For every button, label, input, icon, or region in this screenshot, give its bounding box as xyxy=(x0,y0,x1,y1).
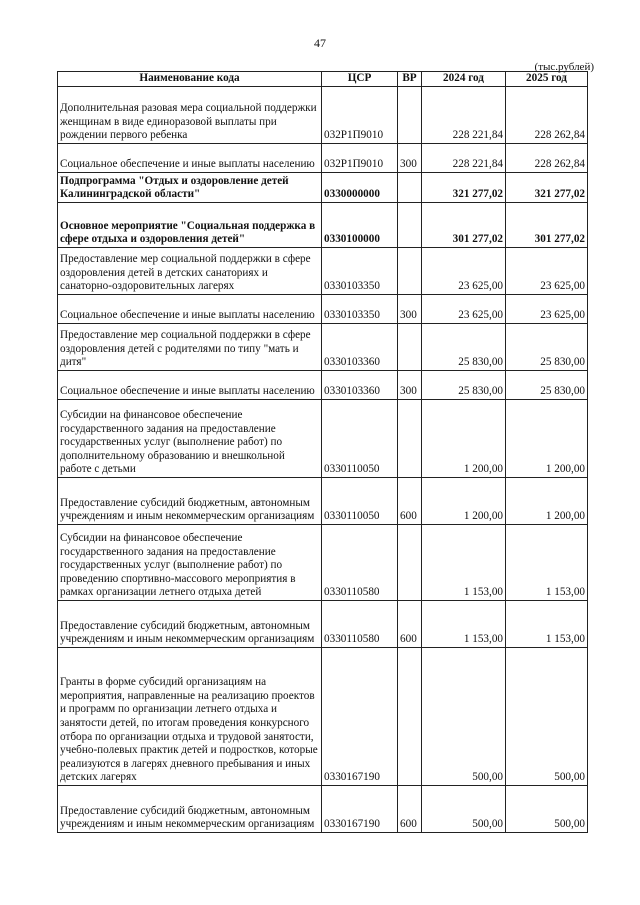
row-2025: 321 277,02 xyxy=(506,173,588,203)
row-csr: 032Р1П9010 xyxy=(322,144,398,173)
row-2024: 25 830,00 xyxy=(422,324,506,371)
row-vr: 600 xyxy=(398,478,422,525)
row-csr: 0330103360 xyxy=(322,324,398,371)
table-row xyxy=(58,786,588,833)
table-row xyxy=(58,601,588,648)
row-2024: 1 153,00 xyxy=(422,525,506,601)
table-row xyxy=(58,324,588,371)
row-csr: 032Р1П9010 xyxy=(322,87,398,144)
row-name: Предоставление мер социальной поддержки в сфере оздоровления детей с родителями по типу "мать и дитя" xyxy=(58,324,322,371)
row-vr: 300 xyxy=(398,371,422,400)
row-2024: 500,00 xyxy=(422,648,506,786)
row-name: Субсидии на финансовое обеспечение государственного задания на предоставление государственных услуг (выполнение работ) по проведению спортивно-массового мероприятия в рамках организации летнего отдыха детей xyxy=(58,525,322,601)
table-row xyxy=(58,248,588,295)
row-2025: 23 625,00 xyxy=(506,295,588,324)
row-name: Дополнительная разовая мера социальной поддержки женщинам в виде единоразовой выплаты при рождении первого ребенка xyxy=(58,87,322,144)
row-2024: 25 830,00 xyxy=(422,371,506,400)
row-2024: 228 221,84 xyxy=(422,87,506,144)
table-row xyxy=(58,525,588,601)
row-csr: 0330110050 xyxy=(322,478,398,525)
row-2024: 228 221,84 xyxy=(422,144,506,173)
row-name: Предоставление мер социальной поддержки в сфере оздоровления детей в детских санаториях и санаторно-оздоровительных лагерях xyxy=(58,248,322,295)
table-row xyxy=(58,173,588,203)
row-2025: 228 262,84 xyxy=(506,87,588,144)
table-row xyxy=(58,371,588,400)
row-2025: 25 830,00 xyxy=(506,324,588,371)
row-2025: 500,00 xyxy=(506,786,588,833)
units-label: (тыс.рублей) xyxy=(534,61,594,73)
row-vr xyxy=(398,248,422,295)
row-name: Предоставление субсидий бюджетным, автономным учреждениям и иным некоммерческим организациям xyxy=(58,601,322,648)
header-vr: ВР xyxy=(398,72,422,87)
row-csr: 0330103350 xyxy=(322,295,398,324)
row-2024: 500,00 xyxy=(422,786,506,833)
row-csr: 0330100000 xyxy=(322,203,398,248)
row-csr: 0330103360 xyxy=(322,371,398,400)
row-2025: 301 277,02 xyxy=(506,203,588,248)
page-number: 47 xyxy=(314,36,326,50)
row-name: Субсидии на финансовое обеспечение государственного задания на предоставление государственных услуг (выполнение работ) по дополнительному образованию и внешкольной работе с детьми xyxy=(58,400,322,478)
row-2024: 23 625,00 xyxy=(422,248,506,295)
table-row xyxy=(58,295,588,324)
header-name: Наименование кода xyxy=(58,72,322,87)
row-2024: 1 153,00 xyxy=(422,601,506,648)
row-vr: 600 xyxy=(398,601,422,648)
row-vr xyxy=(398,525,422,601)
budget-table xyxy=(57,71,588,833)
row-2025: 1 200,00 xyxy=(506,478,588,525)
header-csr: ЦСР xyxy=(322,72,398,87)
row-vr xyxy=(398,648,422,786)
row-name: Гранты в форме субсидий организациям на мероприятия, направленные на реализацию проектов и программ по организации летнего отдыха и занятости детей, по итогам проведения конкурсного отбора по организации отдыха и трудовой занятости, учебно-полевых практик детей и подростков, которые реализуются в лагерях дневного пребывания и иных детских лагерях xyxy=(58,648,322,786)
row-name: Основное мероприятие "Социальная поддержка в сфере отдыха и оздоровления детей" xyxy=(58,203,322,248)
row-vr xyxy=(398,203,422,248)
header-2024: 2024 год xyxy=(422,72,506,87)
row-vr: 600 xyxy=(398,786,422,833)
row-name: Подпрограмма "Отдых и оздоровление детей Калининградской области" xyxy=(58,173,322,203)
row-name: Социальное обеспечение и иные выплаты населению xyxy=(58,371,322,400)
table-row xyxy=(58,478,588,525)
row-2025: 1 153,00 xyxy=(506,525,588,601)
row-2025: 25 830,00 xyxy=(506,371,588,400)
row-name: Социальное обеспечение и иные выплаты населению xyxy=(58,144,322,173)
row-2024: 301 277,02 xyxy=(422,203,506,248)
row-2025: 228 262,84 xyxy=(506,144,588,173)
row-vr xyxy=(398,324,422,371)
row-csr: 0330110050 xyxy=(322,400,398,478)
row-2025: 1 200,00 xyxy=(506,400,588,478)
row-csr: 0330000000 xyxy=(322,173,398,203)
row-name: Предоставление субсидий бюджетным, автономным учреждениям и иным некоммерческим организациям xyxy=(58,478,322,525)
row-vr: 300 xyxy=(398,144,422,173)
row-vr xyxy=(398,173,422,203)
row-name: Социальное обеспечение и иные выплаты населению xyxy=(58,295,322,324)
table-row xyxy=(58,144,588,173)
table-row xyxy=(58,87,588,144)
header-2025: 2025 год xyxy=(506,72,588,87)
row-vr xyxy=(398,87,422,144)
row-csr: 0330167190 xyxy=(322,786,398,833)
row-2024: 1 200,00 xyxy=(422,400,506,478)
table-row xyxy=(58,648,588,786)
row-name: Предоставление субсидий бюджетным, автономным учреждениям и иным некоммерческим организациям xyxy=(58,786,322,833)
row-2025: 23 625,00 xyxy=(506,248,588,295)
row-csr: 0330167190 xyxy=(322,648,398,786)
row-2024: 321 277,02 xyxy=(422,173,506,203)
row-csr: 0330103350 xyxy=(322,248,398,295)
row-2024: 23 625,00 xyxy=(422,295,506,324)
table-row xyxy=(58,400,588,478)
header-row xyxy=(58,72,588,87)
row-2025: 1 153,00 xyxy=(506,601,588,648)
row-csr: 0330110580 xyxy=(322,601,398,648)
row-2024: 1 200,00 xyxy=(422,478,506,525)
row-vr xyxy=(398,400,422,478)
row-vr: 300 xyxy=(398,295,422,324)
row-2025: 500,00 xyxy=(506,648,588,786)
table-row xyxy=(58,203,588,248)
row-csr: 0330110580 xyxy=(322,525,398,601)
